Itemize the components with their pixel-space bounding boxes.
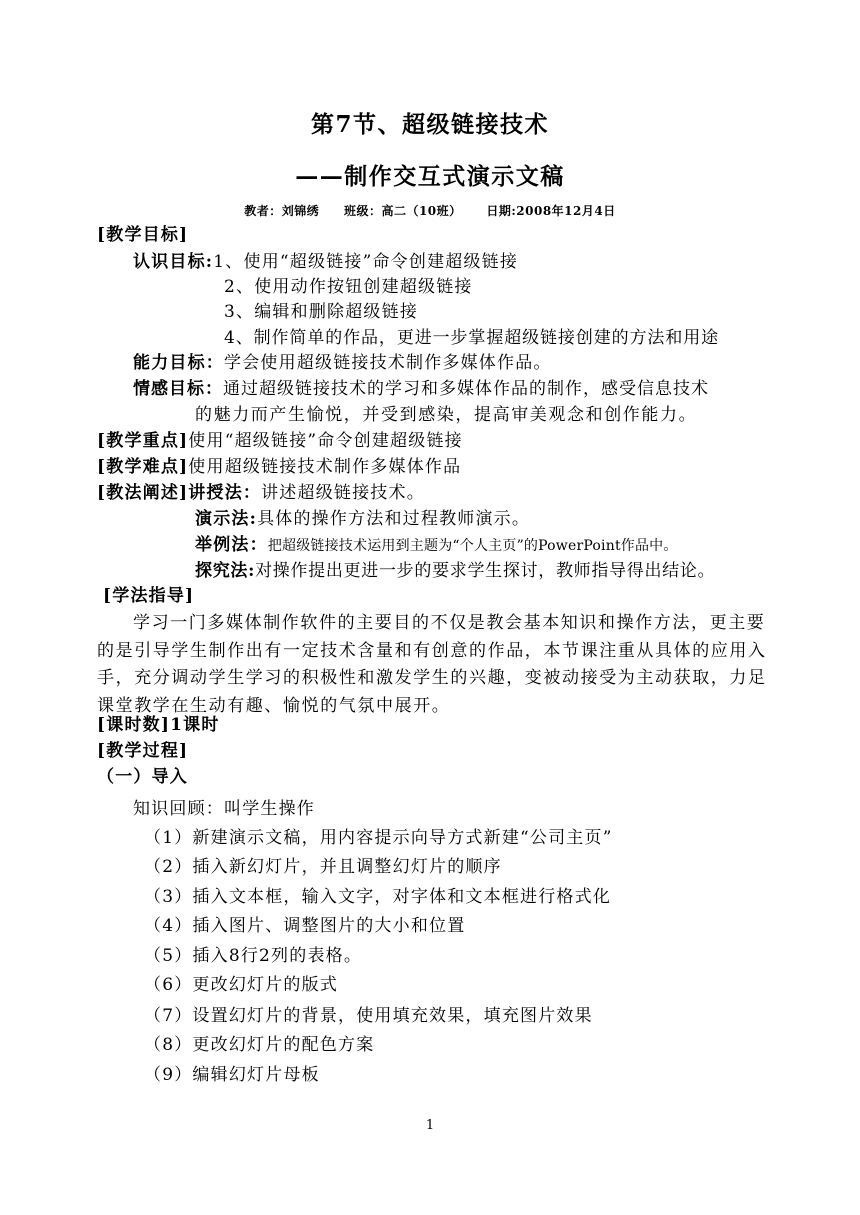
page-title: 第7节、超级链接技术 [310, 111, 549, 138]
goals-heading: [教学目标] [97, 225, 189, 245]
teacher: 教者：刘锦绣 [244, 204, 320, 218]
difficulty-label: [教学难点] [97, 457, 189, 477]
demo-text: 具体的操作方法和过程教师演示。 [257, 509, 531, 529]
example-label: 举例法： [195, 535, 268, 555]
key-point [97, 431, 463, 451]
emotion-label: 情感目标： [133, 379, 223, 399]
date: 日期:2008年12月4日 [486, 204, 616, 218]
list-item: （1）新建演示文稿，用内容提示向导方式新建“公司主页” [144, 828, 613, 848]
cognitive-goal-2: 2、使用动作按钮创建超级链接 [224, 277, 473, 297]
list-item: （2）插入新幻灯片，并且调整幻灯片的顺序 [144, 857, 502, 877]
inquiry-label: 探究法: [195, 561, 256, 581]
emotion-text-1: 通过超级链接技术的学习和多媒体作品的制作，感受信息技术 [223, 379, 709, 399]
example-text: 把超级链接技术运用到主题为“个人主页”的PowerPoint作品中。 [267, 538, 678, 554]
emotion-goal [133, 379, 709, 399]
list-item: （4）插入图片、调整图片的大小和位置 [144, 916, 466, 936]
list-item: （7）设置幻灯片的背景，使用填充效果，填充图片效果 [144, 1006, 593, 1026]
class: 班级：高二（10班） [343, 204, 462, 218]
method-inquiry [195, 561, 715, 581]
cognitive-goal-4: 4、制作简单的作品，更进一步掌握超级链接创建的方法和用途 [224, 328, 720, 348]
cognitive-goal-3: 3、编辑和删除超级链接 [224, 302, 419, 322]
difficulty [97, 457, 461, 477]
demo-label: 演示法: [195, 509, 258, 529]
method-example [195, 535, 678, 556]
lecture-label: 讲授法： [188, 483, 262, 503]
ability-goal [133, 353, 552, 373]
section-intro: （一）导入 [97, 767, 188, 787]
cognitive-goal-1 [133, 252, 518, 272]
cognitive-label: 认识目标: [133, 252, 214, 272]
difficulty-text: 使用超级链接技术制作多媒体作品 [188, 457, 462, 477]
ability-text: 学会使用超级链接技术制作多媒体作品。 [224, 353, 552, 373]
list-item: （9）编辑幻灯片母板 [144, 1065, 320, 1085]
learning-paragraph: 学习一门多媒体制作软件的主要目的不仅是教会基本知识和操作方法，更主要的是引导学生制作出有一定技术含量和有创意的作品，本节课注重从具体的应用入手，充分调动学生学习的积极性和激发学生的兴趣，变被动接受为主动获取，力足课堂教学在生动有趣、愉悦的气氛中展开。 [97, 613, 767, 716]
list-item: （6）更改幻灯片的版式 [144, 975, 339, 995]
inquiry-text: 对操作提出更进一步的要求学生探讨，教师指导得出结论。 [255, 561, 716, 581]
emotion-goal-cont: 的魅力而产生愉悦，并受到感染，提高审美观念和创作能力。 [195, 405, 698, 425]
list-item: （8）更改幻灯片的配色方案 [144, 1035, 375, 1055]
meta-info [0, 202, 860, 219]
method-demo [195, 509, 530, 529]
hours: [课时数]1课时 [97, 715, 220, 735]
list-item: （5）插入8行2列的表格。 [144, 946, 363, 966]
page-subtitle: ——制作交互式演示文稿 [295, 163, 565, 190]
method-lecture [97, 483, 425, 503]
process-heading: [教学过程] [97, 741, 189, 761]
page-number: 1 [425, 1118, 435, 1133]
learning-heading: [学法指导] [103, 586, 195, 606]
key-point-label: [教学重点] [97, 431, 189, 451]
methods-label: [教法阐述] [97, 483, 189, 503]
review-label: 知识回顾：叫学生操作 [133, 799, 315, 819]
key-point-text: 使用“超级链接”命令创建超级链接 [188, 431, 463, 451]
list-item: （3）插入文本框，输入文字，对字体和文本框进行格式化 [144, 887, 612, 907]
lecture-text: 讲述超级链接技术。 [261, 483, 425, 503]
cognitive-item: 1、使用“超级链接”命令创建超级链接 [213, 252, 519, 272]
ability-label: 能力目标： [133, 353, 224, 373]
